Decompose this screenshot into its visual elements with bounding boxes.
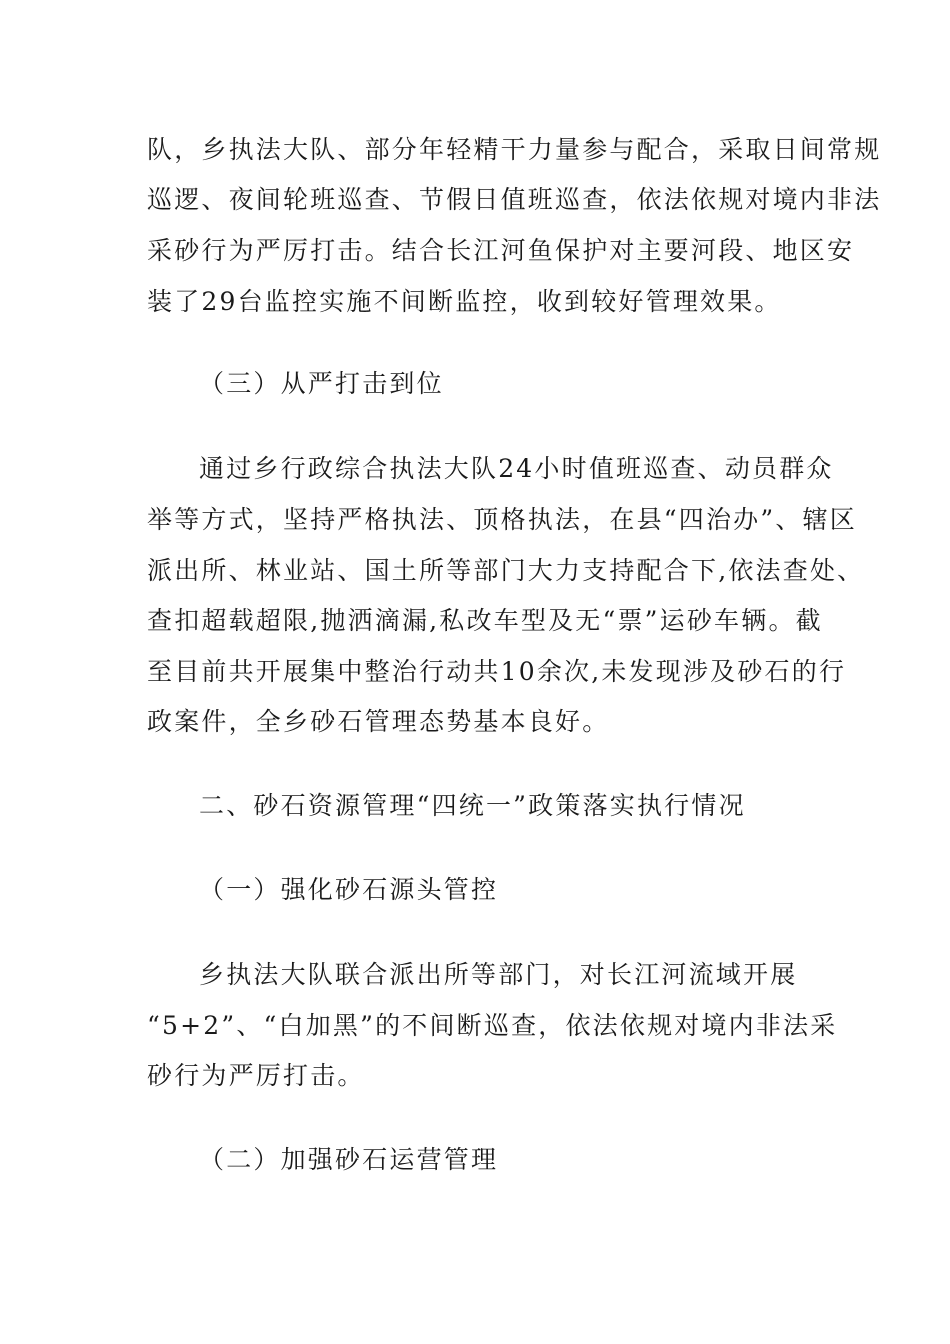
paragraph-2-line-6: 政案件，全乡砂石管理态势基本良好。 — [147, 707, 610, 736]
paragraph-1-line-3: 采砂行为严厉打击。结合长江河鱼保护对主要河段、地区安 — [147, 236, 855, 265]
paragraph-1-line-4: 装了29台监控实施不间断监控，收到较好管理效果。 — [147, 287, 782, 316]
paragraph-2-line-4: 查扣超载超限,抛洒滴漏,私改车型及无“票”运砂车辆。截 — [147, 606, 823, 635]
heading-3: （三）从严打击到位 — [199, 369, 444, 398]
heading-2: （二）加强砂石运营管理 — [199, 1145, 499, 1174]
paragraph-3-line-1: 乡执法大队联合派出所等部门，对长江河流域开展 — [199, 960, 798, 989]
paragraph-2-line-3: 派出所、林业站、国土所等部门大力支持配合下,依法查处、 — [147, 556, 865, 585]
paragraph-3-line-3: 砂行为严厉打击。 — [147, 1061, 365, 1090]
heading-1: （一）强化砂石源头管控 — [199, 875, 499, 904]
paragraph-2-line-5: 至目前共开展集中整治行动共10余次,未发现涉及砂石的行 — [147, 657, 847, 686]
paragraph-3-line-2: “5+2”、“白加黑”的不间断巡查，依法依规对境内非法采 — [147, 1011, 838, 1040]
paragraph-1-line-2: 巡逻、夜间轮班巡查、节假日值班巡查，依法依规对境内非法 — [147, 185, 882, 214]
section-2-title: 二、砂石资源管理“四统一”政策落实执行情况 — [199, 791, 746, 820]
paragraph-2-line-2: 举等方式，坚持严格执法、顶格执法，在县“四治办”、辖区 — [147, 505, 857, 534]
paragraph-1-line-1: 队，乡执法大队、部分年轻精干力量参与配合，采取日间常规 — [147, 135, 882, 164]
paragraph-2-line-1: 通过乡行政综合执法大队24小时值班巡查、动员群众 — [199, 454, 834, 483]
